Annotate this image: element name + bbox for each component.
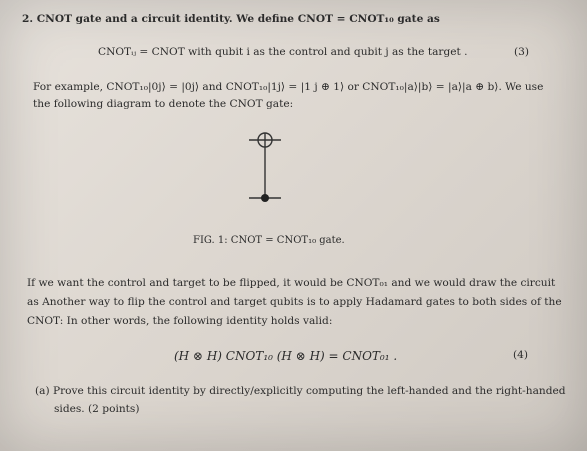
- definition-equation: CNOTᵢⱼ = CNOT with qubit i as the control and qubit j as the target .: [98, 46, 468, 58]
- example-line-2: the following diagram to denote the CNOT gate:: [33, 98, 294, 110]
- control-dot-icon: [261, 194, 269, 202]
- identity-equation: (H ⊗ H) CNOT₁₀ (H ⊗ H) = CNOT₀₁ .: [174, 349, 398, 363]
- paragraph-line-3: CNOT: In other words, the following identity holds valid:: [27, 315, 333, 327]
- example-line-1: For example, CNOT₁₀|0j⟩ = |0j⟩ and CNOT₁₀|1j⟩ = |1 j ⊕ 1⟩ or CNOT₁₀|a⟩|b⟩ = |a⟩|a ⊕ b⟩. We use: [33, 81, 544, 93]
- paragraph-line-1: If we want the control and target to be flipped, it would be CNOT₀₁ and we would draw the circuit: [27, 277, 556, 289]
- part-a-line-1: (a) Prove this circuit identity by directly/explicitly computing the left-handed and the right-handed: [35, 385, 566, 397]
- problem-title: 2. CNOT gate and a circuit identity. We define CNOT = CNOT₁₀ gate as: [22, 13, 440, 25]
- equation-number-4: (4): [513, 349, 529, 361]
- cnot-diagram: [235, 128, 295, 212]
- equation-number-3: (3): [514, 46, 530, 58]
- figure-caption: FIG. 1: CNOT = CNOT₁₀ gate.: [193, 235, 345, 246]
- part-a-line-2: sides. (2 points): [54, 403, 140, 415]
- paragraph-line-2: as Another way to flip the control and target qubits is to apply Hadamard gates to both sides of the: [27, 296, 562, 308]
